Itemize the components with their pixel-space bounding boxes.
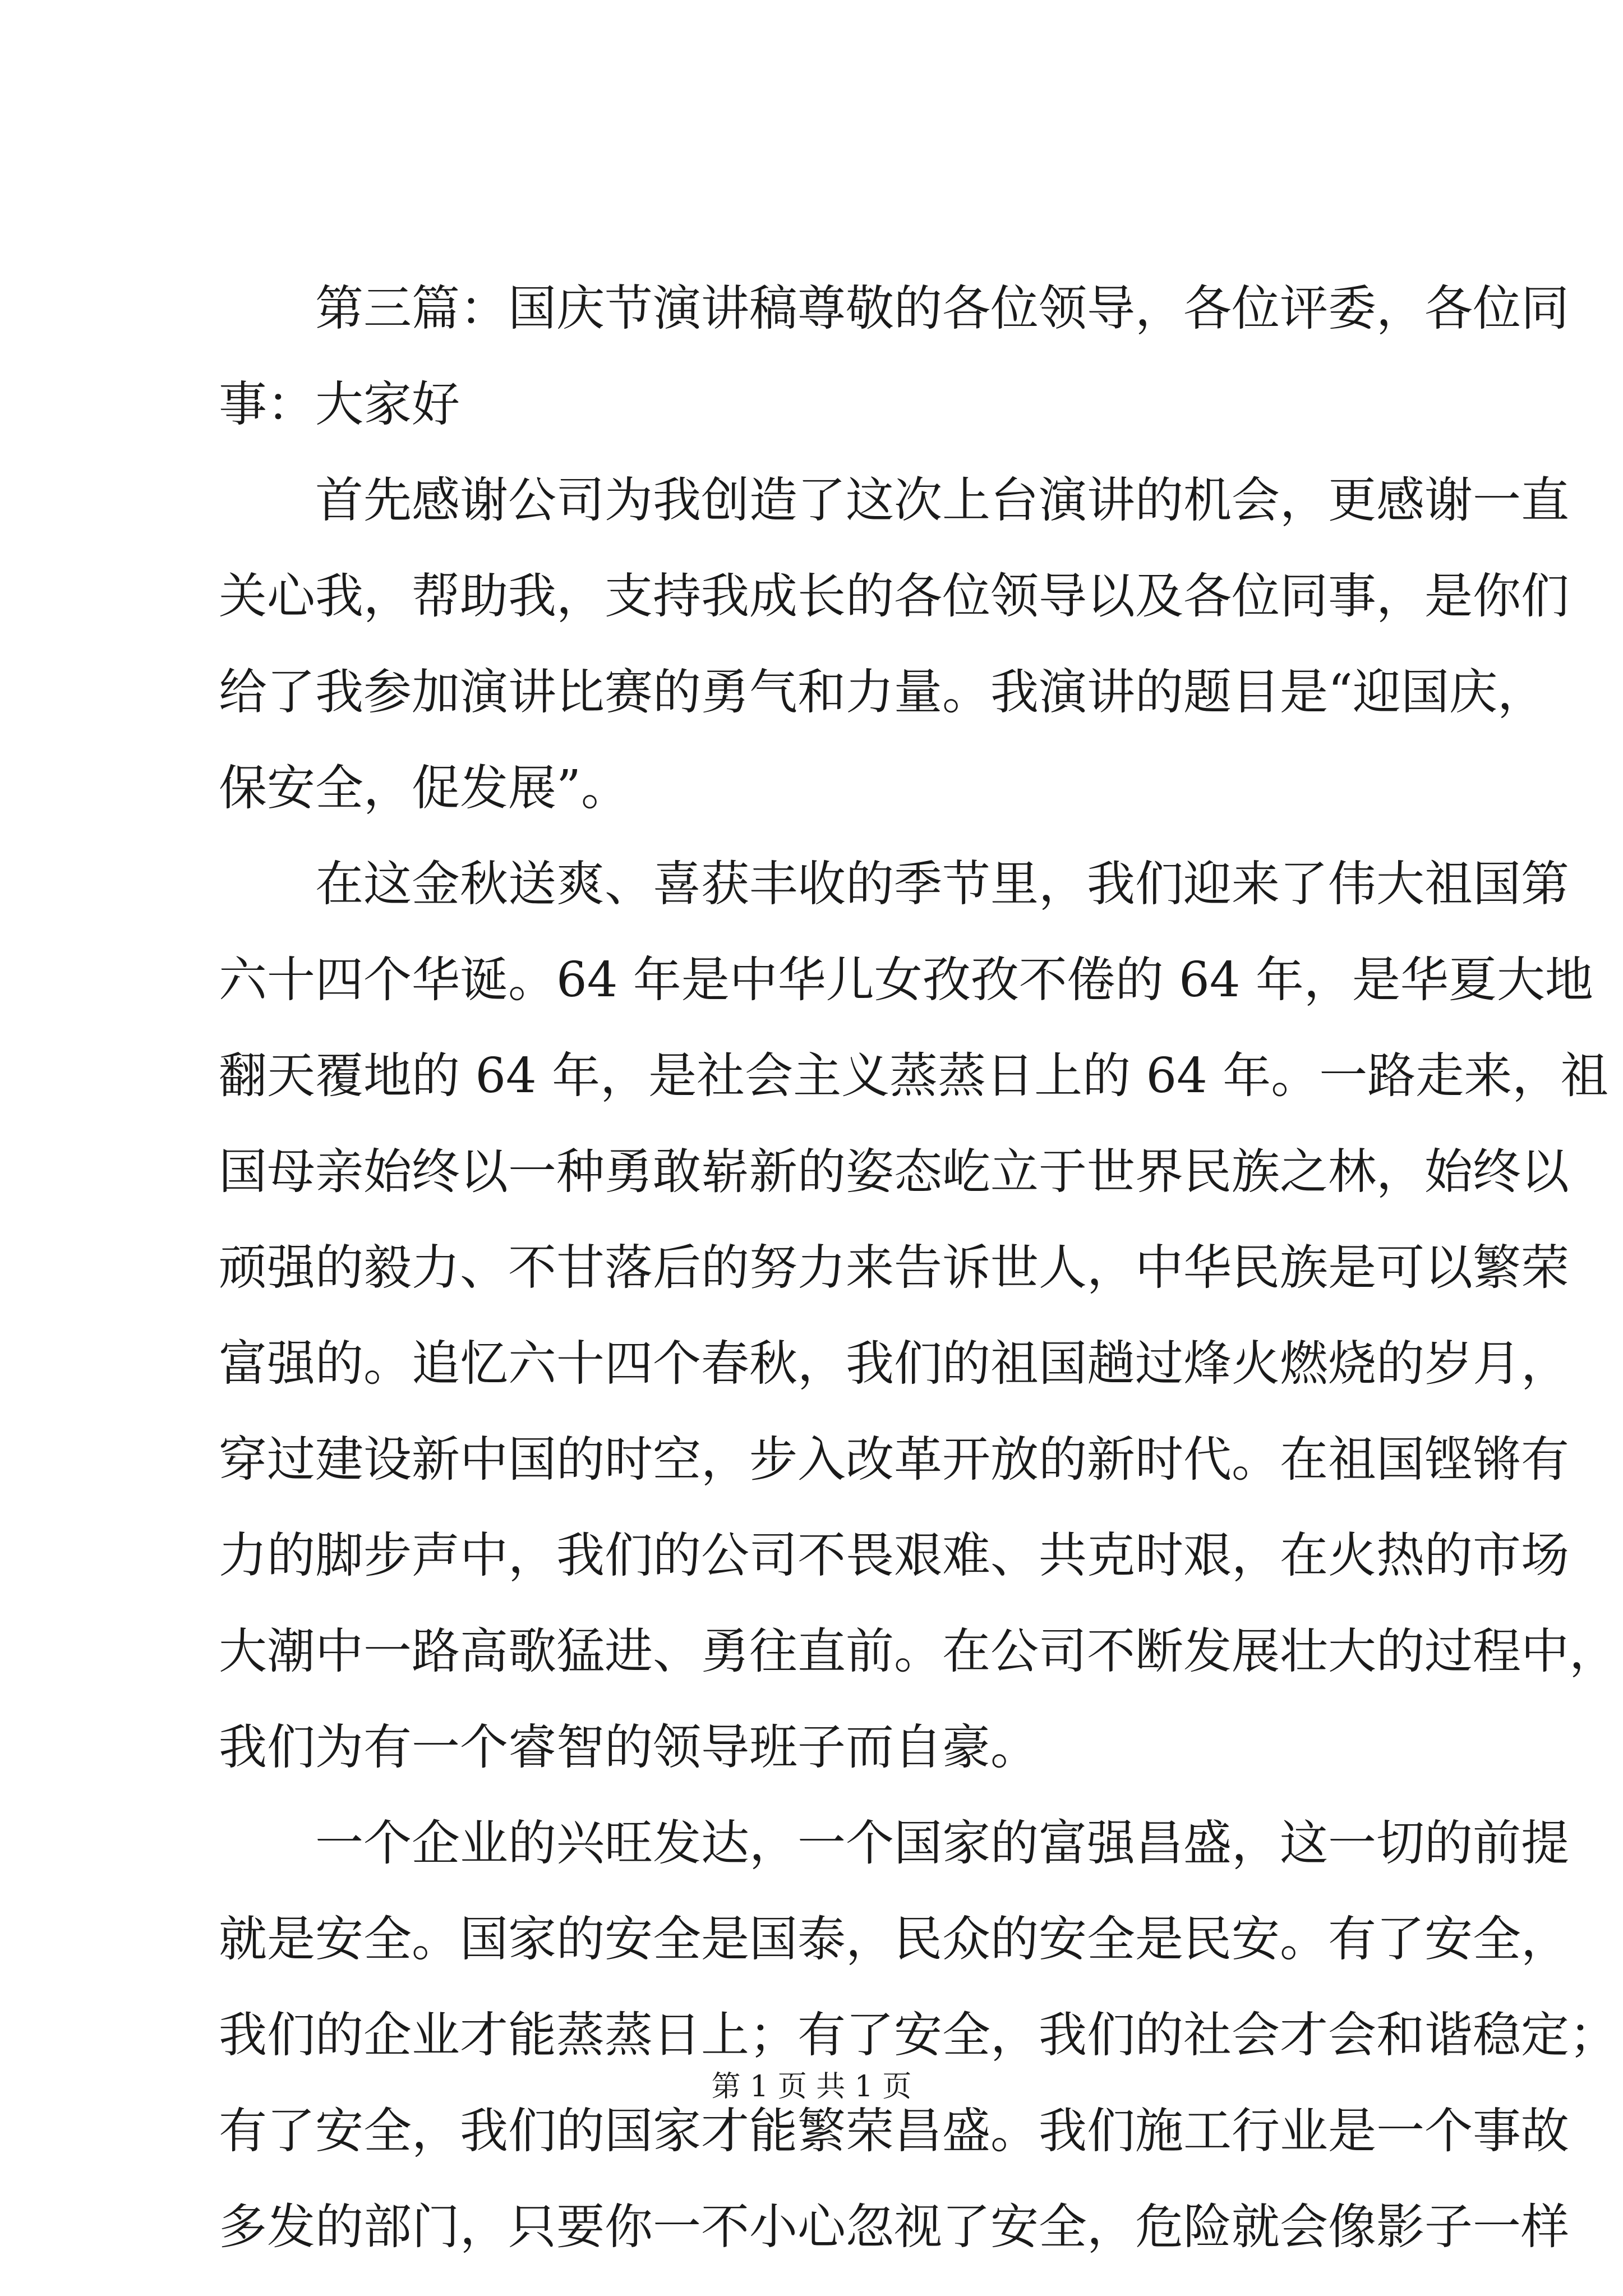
text-line: 第三篇：国庆节演讲稿尊敬的各位领导，各位评委，各位同 <box>315 280 1569 337</box>
text-line: 多发的部门，只要你一不小心忽视了安全，危险就会像影子一样 <box>219 2199 1569 2255</box>
text-line: 我们为有一个睿智的领导班子而自豪。 <box>219 1719 1039 1775</box>
document-body <box>219 261 1617 2275</box>
text-line: 富强的。追忆六十四个春秋，我们的祖国趟过烽火燃烧的岁月， <box>219 1336 1569 1392</box>
text-line: 在这金秋送爽、喜获丰收的季节里，我们迎来了伟大祖国第 <box>315 856 1569 912</box>
text-line: 翻天覆地的 64 年，是社会主义蒸蒸日上的 64 年。一路走来，祖 <box>219 1048 1609 1104</box>
text-line: 给了我参加演讲比赛的勇气和力量。我演讲的题目是“迎国庆， <box>219 664 1546 720</box>
text-line: 顽强的毅力、不甘落后的努力来告诉世人，中华民族是可以繁荣 <box>219 1240 1569 1296</box>
text-line: 就是安全。国家的安全是国泰，民众的安全是民安。有了安全， <box>219 1911 1569 1967</box>
text-line: 一个企业的兴旺发达，一个国家的富强昌盛，这一切的前提 <box>315 1815 1569 1871</box>
text-line: 穿过建设新中国的时空，步入改革开放的新时代。在祖国铿锵有 <box>219 1432 1569 1488</box>
text-line: 关心我，帮助我，支持我成长的各位领导以及各位同事，是你们 <box>219 568 1569 624</box>
page-number-footer: 第 1 页 共 1 页 <box>711 2070 912 2104</box>
text-line: 大潮中一路高歌猛进、勇往直前。在公司不断发展壮大的过程中， <box>219 1623 1617 1680</box>
text-line: 国母亲始终以一种勇敢崭新的姿态屹立于世界民族之林，始终以 <box>219 1144 1569 1200</box>
text-line: 六十四个华诞。64 年是中华儿女孜孜不倦的 64 年，是华夏大地 <box>219 952 1593 1008</box>
text-line: 力的脚步声中，我们的公司不畏艰难、共克时艰，在火热的市场 <box>219 1527 1569 1584</box>
text-line: 我们的企业才能蒸蒸日上；有了安全，我们的社会才会和谐稳定； <box>219 2007 1617 2063</box>
text-line: 保安全，促发展”。 <box>219 760 629 816</box>
text-line: 首先感谢公司为我创造了这次上台演讲的机会，更感谢一直 <box>315 472 1569 528</box>
text-line: 事：大家好 <box>219 376 460 432</box>
text-line: 有了安全，我们的国家才能繁荣昌盛。我们施工行业是一个事故 <box>219 2103 1569 2159</box>
